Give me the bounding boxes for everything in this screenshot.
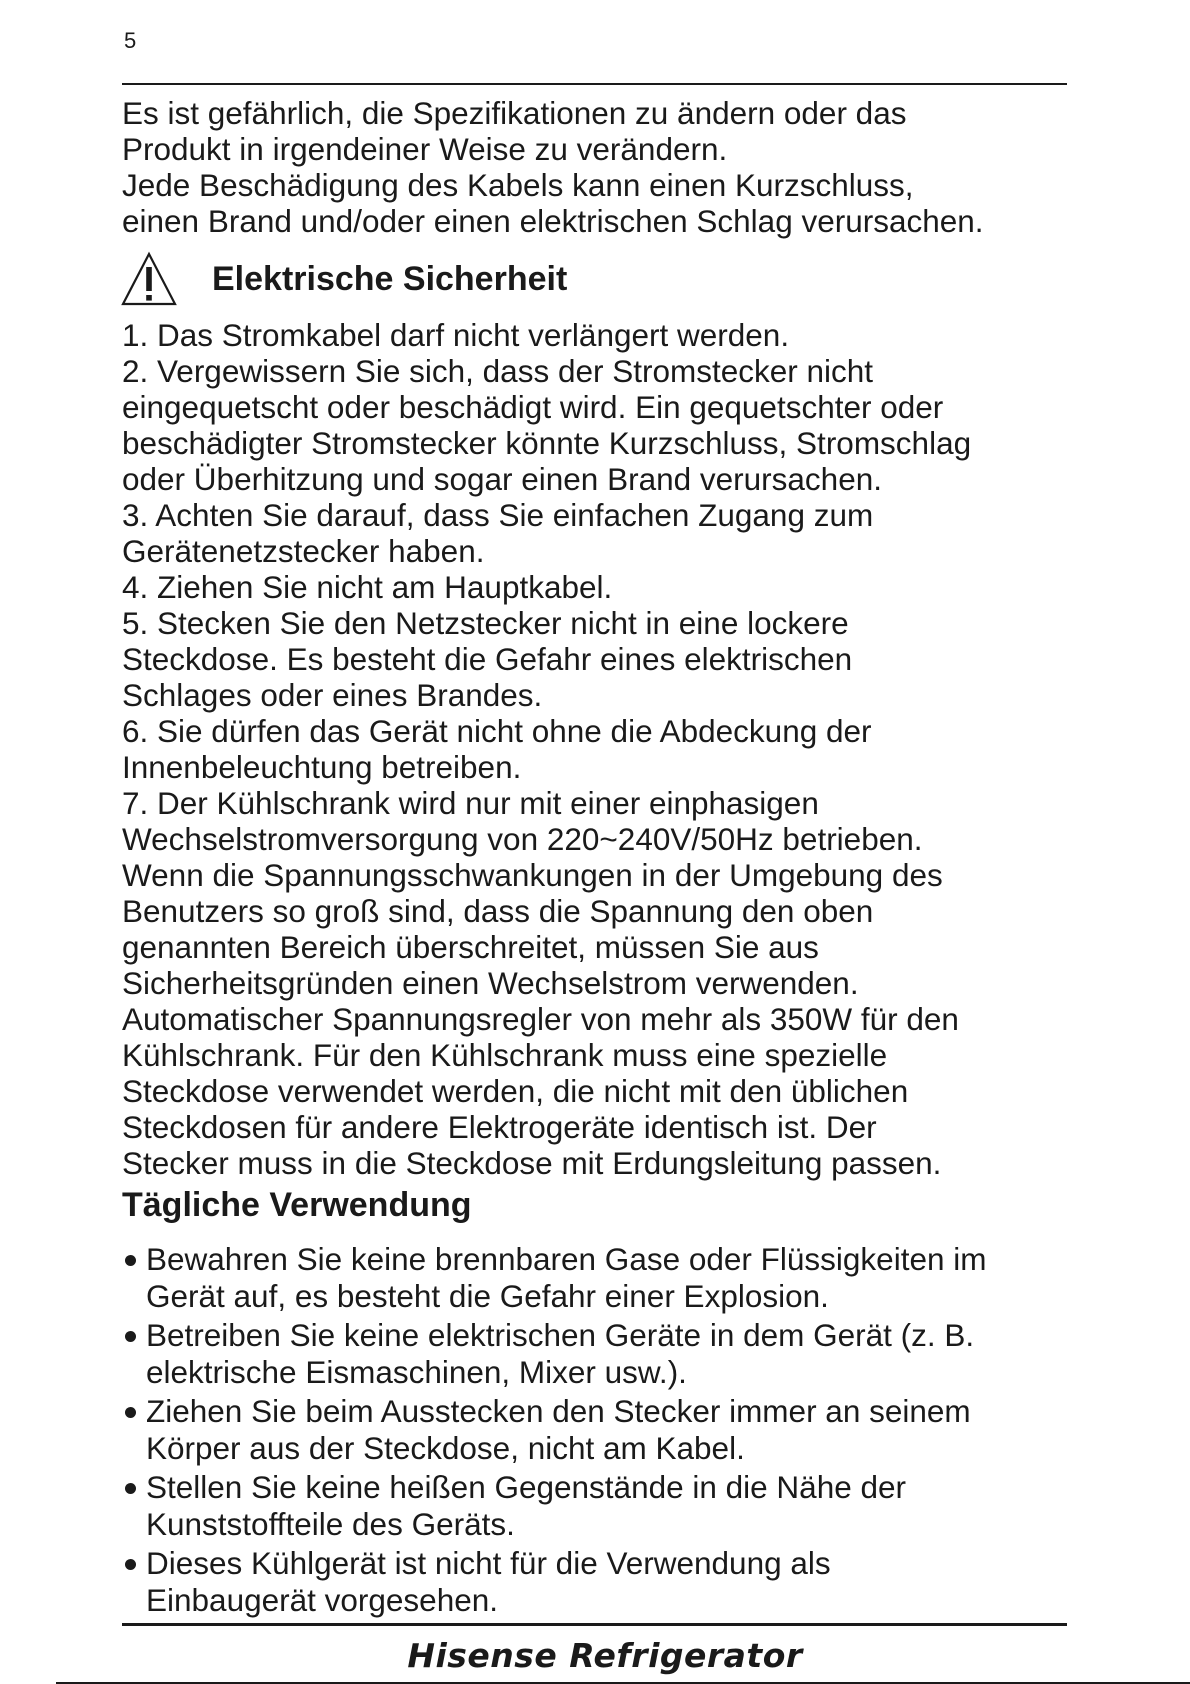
intro-line: Jede Beschädigung des Kabels kann einen Kurzschluss, — [122, 167, 914, 203]
bullet-icon — [125, 1407, 136, 1418]
bullet-icon — [125, 1483, 136, 1494]
bullet-line: Dieses Kühlgerät ist nicht für die Verwendung als — [146, 1545, 831, 1581]
page-number: 5 — [124, 28, 137, 53]
page-content — [122, 95, 1072, 1621]
list-item — [122, 1469, 1072, 1543]
bullet-line: Betreiben Sie keine elektrischen Geräte in dem Gerät (z. B. — [146, 1317, 975, 1353]
safety-line: Stecker muss in die Steckdose mit Erdungsleitung passen. — [122, 1145, 942, 1181]
safety-line: 5. Stecken Sie den Netzstecker nicht in eine lockere — [122, 605, 849, 641]
list-item — [122, 1241, 1072, 1315]
electrical-safety-list — [122, 317, 1072, 1181]
list-item — [122, 1545, 1072, 1619]
intro-paragraph — [122, 95, 1072, 239]
daily-use-list — [122, 1241, 1072, 1619]
safety-line: 1. Das Stromkabel darf nicht verlängert werden. — [122, 317, 790, 353]
safety-line: 6. Sie dürfen das Gerät nicht ohne die Abdeckung der — [122, 713, 872, 749]
safety-line: Kühlschrank. Für den Kühlschrank muss eine spezielle — [122, 1037, 888, 1073]
section-title: Elektrische Sicherheit — [212, 260, 568, 298]
daily-use-heading: Tägliche Verwendung — [122, 1186, 472, 1224]
bottom-divider — [122, 1623, 1067, 1626]
safety-line: Steckdose verwendet werden, die nicht mit den üblichen — [122, 1073, 909, 1109]
safety-line: 2. Vergewissern Sie sich, dass der Stromstecker nicht — [122, 353, 874, 389]
safety-line: eingequetscht oder beschädigt wird. Ein gequetschter oder — [122, 389, 944, 425]
bullet-line: Bewahren Sie keine brennbaren Gase oder Flüssigkeiten im — [146, 1241, 987, 1277]
bullet-line: Einbaugerät vorgesehen. — [146, 1582, 499, 1618]
safety-line: Schlages oder eines Brandes. — [122, 677, 543, 713]
list-item — [122, 1393, 1072, 1467]
safety-line: Gerätenetzstecker haben. — [122, 533, 485, 569]
bullet-line: elektrische Eismaschinen, Mixer usw.). — [146, 1354, 687, 1390]
bullet-icon — [125, 1255, 136, 1266]
safety-line: 3. Achten Sie darauf, dass Sie einfachen Zugang zum — [122, 497, 874, 533]
safety-line: Sicherheitsgründen einen Wechselstrom verwenden. — [122, 965, 859, 1001]
bullet-line: Stellen Sie keine heißen Gegenstände in die Nähe der — [146, 1469, 907, 1505]
bullet-line: Ziehen Sie beim Ausstecken den Stecker immer an seinem — [146, 1393, 971, 1429]
intro-line: Es ist gefährlich, die Spezifikationen zu ändern oder das — [122, 95, 907, 131]
safety-line: Benutzers so groß sind, dass die Spannung den oben — [122, 893, 874, 929]
bullet-line: Körper aus der Steckdose, nicht am Kabel. — [146, 1430, 745, 1466]
electrical-safety-heading — [122, 249, 1072, 309]
list-item — [122, 1317, 1072, 1391]
safety-line: Steckdosen für andere Elektrogeräte identisch ist. Der — [122, 1109, 877, 1145]
bullet-line: Kunststoffteile des Geräts. — [146, 1506, 515, 1542]
bullet-line: Gerät auf, es besteht die Gefahr einer Explosion. — [146, 1278, 829, 1314]
safety-line: beschädigter Stromstecker könnte Kurzschluss, Stromschlag — [122, 425, 972, 461]
safety-line: 7. Der Kühlschrank wird nur mit einer einphasigen — [122, 785, 819, 821]
top-divider — [122, 83, 1067, 85]
bullet-icon — [125, 1331, 136, 1342]
safety-line: Automatischer Spannungsregler von mehr als 350W für den — [122, 1001, 959, 1037]
safety-line: 4. Ziehen Sie nicht am Hauptkabel. — [122, 569, 613, 605]
footer-brand: Hisense Refrigerator — [407, 1636, 803, 1675]
intro-line: Produkt in irgendeiner Weise zu verändern. — [122, 131, 728, 167]
warning-triangle-icon — [120, 251, 178, 307]
safety-line: Innenbeleuchtung betreiben. — [122, 749, 522, 785]
safety-line: Wechselstromversorgung von 220~240V/50Hz betrieben. — [122, 821, 923, 857]
safety-line: Steckdose. Es besteht die Gefahr eines elektrischen — [122, 641, 853, 677]
bullet-icon — [125, 1559, 136, 1570]
intro-line: einen Brand und/oder einen elektrischen Schlag verursachen. — [122, 203, 984, 239]
safety-line: genannten Bereich überschreitet, müssen Sie aus — [122, 929, 819, 965]
safety-line: oder Überhitzung und sogar einen Brand verursachen. — [122, 461, 882, 497]
safety-line: Wenn die Spannungsschwankungen in der Umgebung des — [122, 857, 943, 893]
